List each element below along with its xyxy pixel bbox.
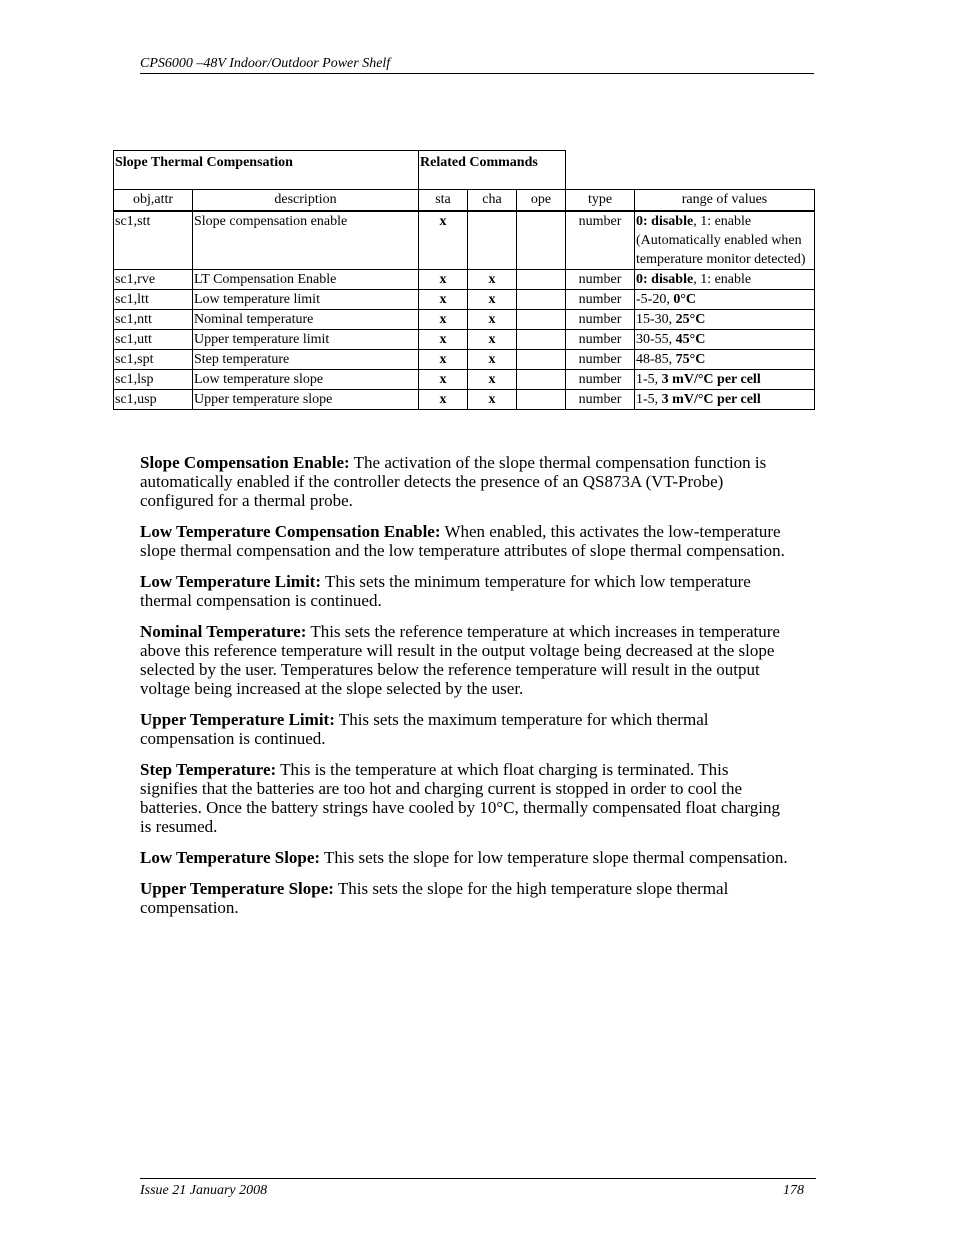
range-text: 1-5, bbox=[636, 372, 662, 387]
column-header: ope bbox=[517, 190, 566, 212]
description-paragraph bbox=[140, 522, 790, 560]
sta-cell: x bbox=[419, 290, 468, 310]
cha-cell: x bbox=[468, 290, 517, 310]
obj-attr-cell: sc1,spt bbox=[114, 350, 193, 370]
cha-cell: x bbox=[468, 310, 517, 330]
table-row bbox=[114, 211, 815, 270]
column-header: sta bbox=[419, 190, 468, 212]
sta-cell: x bbox=[419, 350, 468, 370]
cha-cell: x bbox=[468, 350, 517, 370]
description-cell: Upper temperature limit bbox=[193, 330, 419, 350]
sta-cell: x bbox=[419, 270, 468, 290]
table-row bbox=[114, 390, 815, 410]
description-paragraph bbox=[140, 572, 790, 610]
obj-attr-cell: sc1,ntt bbox=[114, 310, 193, 330]
range-text: , 1: enable bbox=[693, 272, 752, 287]
paragraph-text: This sets the slope for low temperature slope thermal compensation. bbox=[320, 848, 788, 867]
sta-cell: x bbox=[419, 390, 468, 410]
parameters-table bbox=[113, 150, 815, 410]
paragraph-term: Upper Temperature Slope: bbox=[140, 879, 334, 898]
ope-cell bbox=[517, 211, 566, 270]
ope-cell bbox=[517, 270, 566, 290]
type-cell: number bbox=[566, 350, 635, 370]
sta-cell: x bbox=[419, 310, 468, 330]
range-default: 3 mV/°C per cell bbox=[661, 372, 761, 387]
range-cell bbox=[635, 350, 815, 370]
range-text: 48-85, bbox=[636, 352, 676, 367]
running-header: CPS6000 –48V Indoor/Outdoor Power Shelf bbox=[140, 55, 814, 74]
description-cell: Low temperature slope bbox=[193, 370, 419, 390]
range-default: 25°C bbox=[675, 312, 706, 327]
type-cell: number bbox=[566, 310, 635, 330]
range-default: 0: disable bbox=[636, 214, 694, 229]
description-paragraph bbox=[140, 622, 790, 698]
paragraph-term: Slope Compensation Enable: bbox=[140, 453, 350, 472]
description-cell: Nominal temperature bbox=[193, 310, 419, 330]
paragraph-term: Low Temperature Compensation Enable: bbox=[140, 522, 441, 541]
footer-issue: Issue 21 January 2008 bbox=[140, 1183, 268, 1198]
related-commands-label: Related Commands bbox=[419, 151, 566, 190]
range-cell bbox=[635, 211, 815, 270]
description-cell: Upper temperature slope bbox=[193, 390, 419, 410]
type-cell: number bbox=[566, 290, 635, 310]
description-cell: Slope compensation enable bbox=[193, 211, 419, 270]
cha-cell: x bbox=[468, 270, 517, 290]
description-text bbox=[140, 453, 790, 929]
ope-cell bbox=[517, 290, 566, 310]
description-cell: Low temperature limit bbox=[193, 290, 419, 310]
range-cell bbox=[635, 290, 815, 310]
ope-cell bbox=[517, 390, 566, 410]
footer-rule bbox=[140, 1178, 816, 1179]
type-cell: number bbox=[566, 330, 635, 350]
sta-cell: x bbox=[419, 370, 468, 390]
obj-attr-cell: sc1,utt bbox=[114, 330, 193, 350]
range-default: 45°C bbox=[675, 332, 706, 347]
paragraph-term: Step Temperature: bbox=[140, 760, 277, 779]
obj-attr-cell: sc1,lsp bbox=[114, 370, 193, 390]
obj-attr-cell: sc1,ltt bbox=[114, 290, 193, 310]
range-default: 3 mV/°C per cell bbox=[661, 392, 761, 407]
blank-cell bbox=[566, 151, 815, 190]
paragraph-term: Nominal Temperature: bbox=[140, 622, 307, 641]
range-text: 15-30, bbox=[636, 312, 676, 327]
cha-cell bbox=[468, 211, 517, 270]
paragraph-text: This sets the reference temperature at which increases in temperature above this reference temperature will result in the output voltage being decreased at the slope selected by the user. Temperatures below the reference temperature will result in the output voltage being increased at the slope selected by the user. bbox=[140, 622, 780, 698]
table-row bbox=[114, 370, 815, 390]
table-body bbox=[114, 211, 815, 410]
cha-cell: x bbox=[468, 370, 517, 390]
range-text: 1-5, bbox=[636, 392, 662, 407]
description-cell: LT Compensation Enable bbox=[193, 270, 419, 290]
page-number: 178 bbox=[783, 1183, 804, 1198]
description-paragraph bbox=[140, 879, 790, 917]
type-cell: number bbox=[566, 270, 635, 290]
range-default: 75°C bbox=[675, 352, 706, 367]
paragraph-text: This sets the maximum temperature for which thermal compensation is continued. bbox=[140, 710, 709, 748]
obj-attr-cell: sc1,stt bbox=[114, 211, 193, 270]
cha-cell: x bbox=[468, 330, 517, 350]
ope-cell bbox=[517, 330, 566, 350]
range-default: 0: disable bbox=[636, 272, 694, 287]
ope-cell bbox=[517, 370, 566, 390]
table-row bbox=[114, 330, 815, 350]
column-header: description bbox=[193, 190, 419, 212]
range-default: 0°C bbox=[673, 292, 697, 307]
paragraph-term: Upper Temperature Limit: bbox=[140, 710, 335, 729]
range-text: -5-20, bbox=[636, 292, 674, 307]
type-cell: number bbox=[566, 370, 635, 390]
paragraph-term: Low Temperature Limit: bbox=[140, 572, 322, 591]
table-row bbox=[114, 270, 815, 290]
sta-cell: x bbox=[419, 211, 468, 270]
range-cell bbox=[635, 330, 815, 350]
table-row bbox=[114, 310, 815, 330]
table-title-row bbox=[114, 151, 815, 190]
type-cell: number bbox=[566, 390, 635, 410]
cha-cell: x bbox=[468, 390, 517, 410]
description-paragraph bbox=[140, 453, 790, 510]
range-cell bbox=[635, 310, 815, 330]
paragraph-term: Low Temperature Slope: bbox=[140, 848, 321, 867]
column-header-row bbox=[114, 190, 815, 212]
paragraph-text: This sets the minimum temperature for which low temperature thermal compensation is continued. bbox=[140, 572, 751, 610]
table-title: Slope Thermal Compensation bbox=[114, 151, 419, 190]
range-cell bbox=[635, 270, 815, 290]
description-paragraph bbox=[140, 760, 790, 836]
paragraph-text: When enabled, this activates the low-temperature slope thermal compensation and the low temperature attributes of slope thermal compensation. bbox=[140, 522, 785, 560]
range-text: 30-55, bbox=[636, 332, 676, 347]
range-cell bbox=[635, 390, 815, 410]
paragraph-text: This sets the slope for the high temperature slope thermal compensation. bbox=[140, 879, 729, 917]
description-paragraph bbox=[140, 848, 790, 867]
range-text: , 1: enable bbox=[693, 214, 752, 229]
description-cell: Step temperature bbox=[193, 350, 419, 370]
obj-attr-cell: sc1,usp bbox=[114, 390, 193, 410]
column-header: type bbox=[566, 190, 635, 212]
sta-cell: x bbox=[419, 330, 468, 350]
type-cell: number bbox=[566, 211, 635, 270]
table-row bbox=[114, 290, 815, 310]
column-header: obj,attr bbox=[114, 190, 193, 212]
table-row bbox=[114, 350, 815, 370]
ope-cell bbox=[517, 310, 566, 330]
description-paragraph bbox=[140, 710, 790, 748]
obj-attr-cell: sc1,rve bbox=[114, 270, 193, 290]
range-cell bbox=[635, 370, 815, 390]
column-header: range of values bbox=[635, 190, 815, 212]
range-note: (Automatically enabled when temperature monitor detected) bbox=[636, 233, 806, 267]
column-header: cha bbox=[468, 190, 517, 212]
paragraph-text: The activation of the slope thermal compensation function is automatically enabled if the controller detects the presence of an QS873A (VT-Probe) configured for a thermal probe. bbox=[140, 453, 767, 510]
ope-cell bbox=[517, 350, 566, 370]
paragraph-text: This is the temperature at which float charging is terminated. This signifies that the batteries are too hot and charging current is stopped in order to cool the batteries. Once the battery strings have cooled by 10°C, thermally compensated float charging is resumed. bbox=[140, 760, 781, 836]
